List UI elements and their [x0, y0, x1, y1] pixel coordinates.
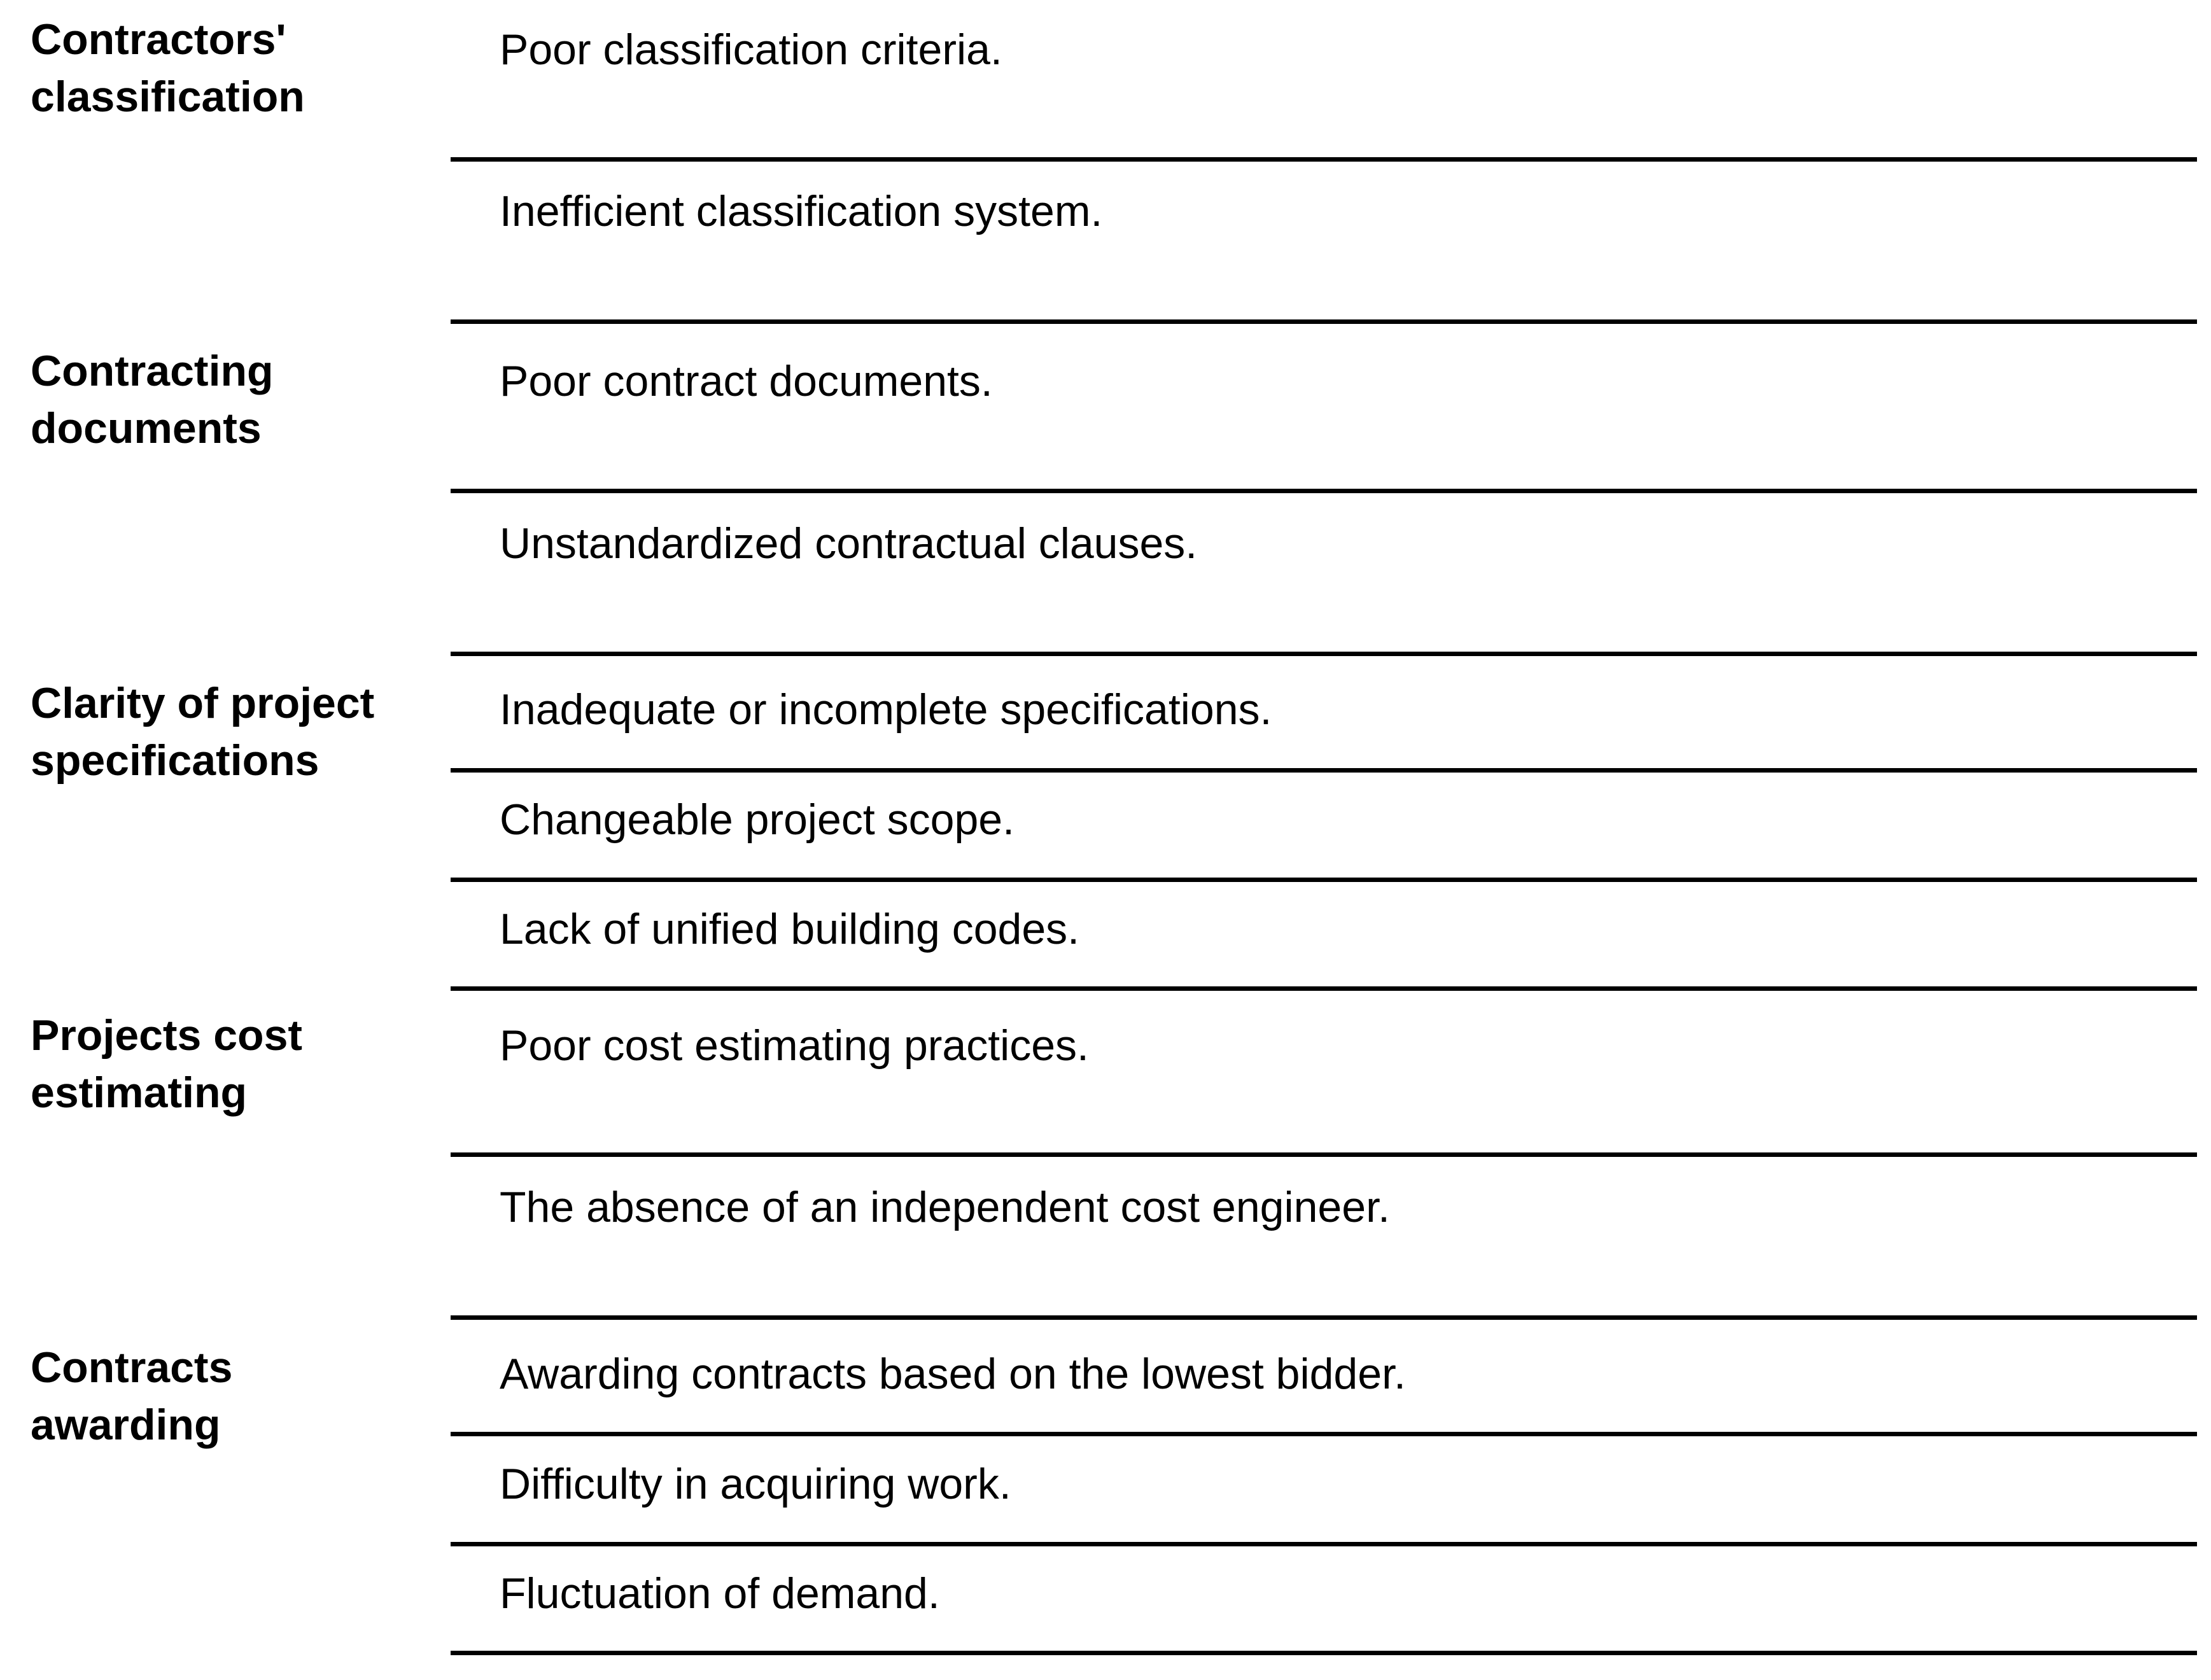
category-title-line: Clarity of project — [31, 679, 375, 727]
item-text: Lack of unified building codes. — [500, 905, 1080, 953]
category-clarity-of-project-specifications — [31, 675, 438, 789]
category-title-line: documents — [31, 404, 262, 452]
row-divider — [451, 652, 2197, 656]
item-text: Unstandardized contractual clauses. — [500, 519, 1198, 568]
item-text: Changeable project scope. — [500, 795, 1014, 844]
row-divider — [451, 1152, 2197, 1157]
row-divider — [451, 1315, 2197, 1320]
row-divider — [451, 1651, 2197, 1655]
row-divider — [451, 1432, 2197, 1436]
item-text: Awarding contracts based on the lowest bidder. — [500, 1350, 1406, 1398]
item-text: Fluctuation of demand. — [500, 1569, 940, 1618]
row-divider — [451, 157, 2197, 162]
item-text: Poor cost estimating practices. — [500, 1021, 1089, 1070]
category-title-line: Contracts — [31, 1343, 233, 1392]
item-text: Inadequate or incomplete specifications. — [500, 685, 1272, 734]
category-title-line: classification — [31, 73, 305, 121]
row-divider — [451, 319, 2197, 324]
category-title-line: awarding — [31, 1401, 221, 1449]
row-divider — [451, 768, 2197, 773]
row-divider — [451, 986, 2197, 991]
category-title-line: estimating — [31, 1068, 248, 1117]
category-title-line: Contractors' — [31, 15, 286, 64]
category-title-line: Contracting — [31, 347, 274, 395]
item-text: Poor contract documents. — [500, 357, 993, 405]
item-text: Difficulty in acquiring work. — [500, 1460, 1011, 1508]
category-contracting-documents — [31, 342, 438, 457]
category-title-line: Projects cost — [31, 1011, 303, 1060]
row-divider — [451, 1542, 2197, 1546]
category-contracts-awarding — [31, 1339, 438, 1453]
category-projects-cost-estimating — [31, 1007, 438, 1121]
category-contractors-classification — [31, 11, 438, 125]
item-text: The absence of an independent cost engineer. — [500, 1183, 1390, 1231]
item-text: Inefficient classification system. — [500, 187, 1103, 235]
category-title-line: specifications — [31, 736, 319, 785]
item-text: Poor classification criteria. — [500, 25, 1002, 74]
row-divider — [451, 878, 2197, 882]
row-divider — [451, 489, 2197, 493]
